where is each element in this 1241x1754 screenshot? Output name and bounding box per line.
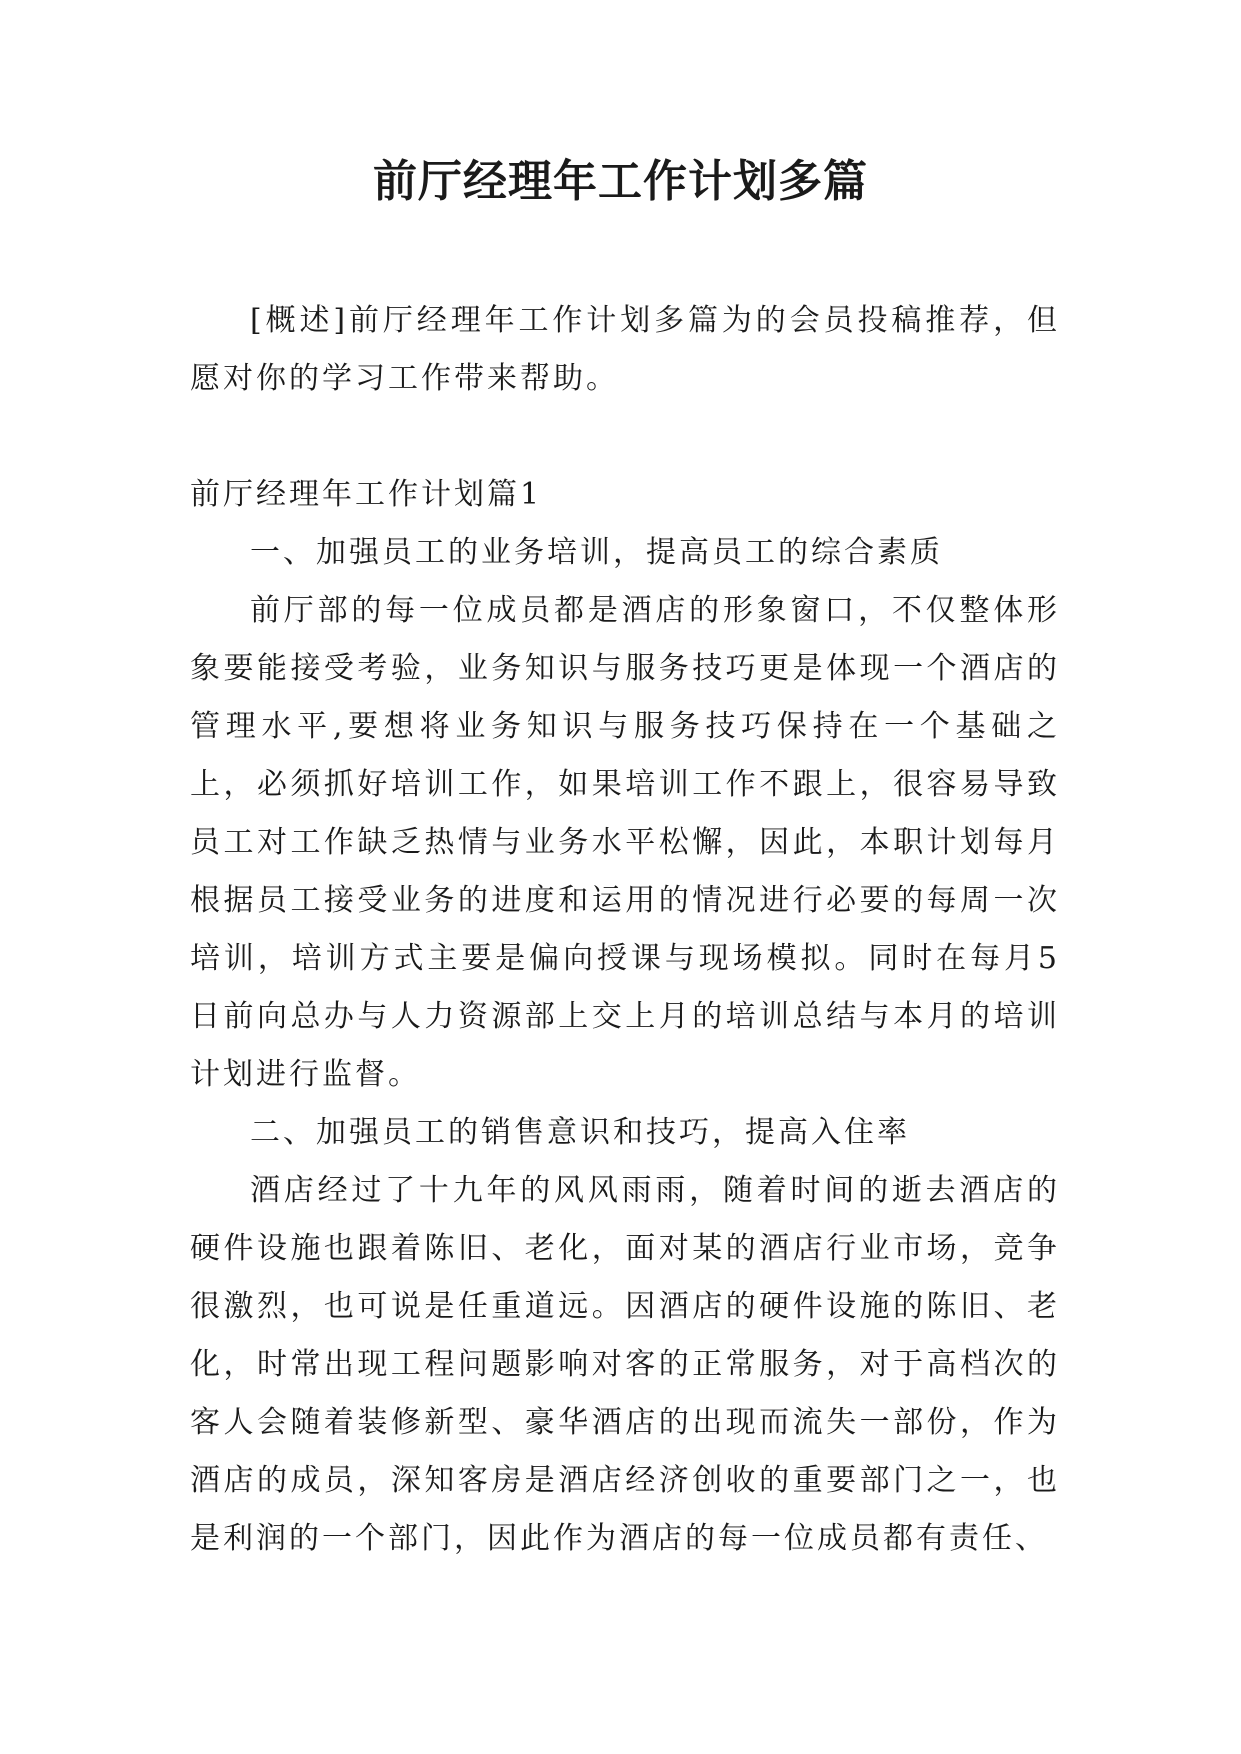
section-title: 前厅经理年工作计划篇1	[190, 477, 543, 512]
paragraph-sales: 酒店经过了十九年的风风雨雨，随着时间的逝去酒店的硬件设施也跟着陈旧、老化，面对某的酒店行业市场，竞争很激烈，也可说是任重道远。因酒店的硬件设施的陈旧、老化，时常出现工程问题影响对客的正常服务，对于高档次的客人会随着装修新型、豪华酒店的出现而流失一部份，作为酒店的成员，深知客房是酒店经济创收的重要部门之一，也是利润的一个部门，因此作为酒店的每一位成员都有责任、	[190, 1173, 1060, 1556]
heading-two: 二、加强员工的销售意识和技巧，提高入住率	[250, 1115, 910, 1150]
heading-one: 一、加强员工的业务培训，提高员工的综合素质	[250, 535, 943, 570]
document-title: 前厅经理年工作计划多篇	[373, 156, 868, 207]
paragraph-training: 前厅部的每一位成员都是酒店的形象窗口，不仅整体形象要能接受考验，业务知识与服务技巧更是体现一个酒店的管理水平,要想将业务知识与服务技巧保持在一个基础之上，必须抓好培训工作，如果培训工作不跟上，很容易导致员工对工作缺乏热情与业务水平松懈，因此，本职计划每月根据员工接受业务的进度和运用的情况进行必要的每周一次培训，培训方式主要是偏向授课与现场模拟。同时在每月5日前向总办与人力资源部上交上月的培训总结与本月的培训计划进行监督。	[190, 593, 1060, 1092]
document-body	[190, 292, 1060, 1568]
summary-paragraph: [概述]前厅经理年工作计划多篇为的会员投稿推荐，但愿对你的学习工作带来帮助。	[190, 303, 1060, 396]
